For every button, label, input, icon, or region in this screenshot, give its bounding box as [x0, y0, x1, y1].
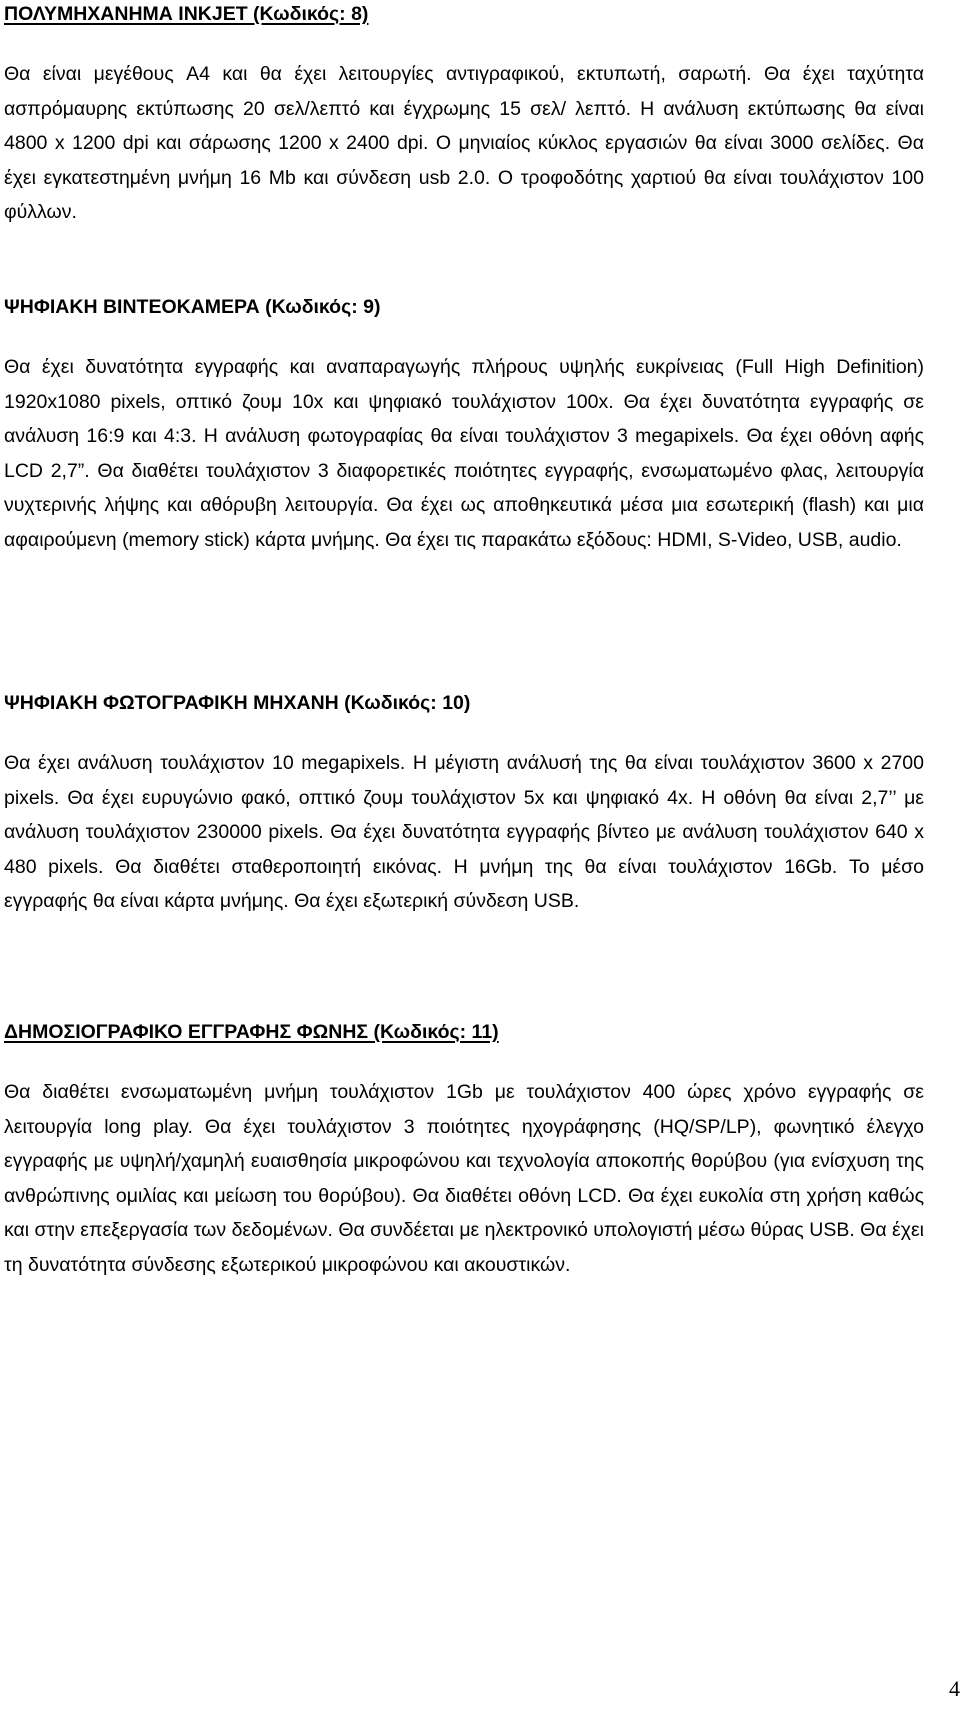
- section-heading: ΨΗΦΙΑΚΗ ΦΩΤΟΓΡΑΦΙΚΗ ΜΗΧΑΝΗ (Κωδικός: 10): [4, 692, 471, 714]
- section-heading: ΔΗΜΟΣΙΟΓΡΑΦΙΚΟ ΕΓΓΡΑΦΗΣ ΦΩΝΗΣ (Κωδικός: 11): [4, 1021, 499, 1043]
- section-voice-recorder: [4, 1020, 924, 1282]
- section-digital-photo-camera: [4, 691, 924, 919]
- section-digital-videocamera: [4, 295, 924, 557]
- section-paragraph: Θα διαθέτει ενσωματωμένη μνήμη τουλάχιστον 1Gb με τουλάχιστον 400 ώρες χρόνο εγγραφής σε λειτουργία long play. Θα έχει τουλάχιστον 3 ποιότητες ηχογράφησης (HQ/SP/LP), φωνητικό έλεγχο εγγραφής με υψηλή/χαμηλή ευαισθησία μικροφώνου και τεχνολογία αποκοπής θορύβου (για ενίσχυση της ανθρώπινης ομιλίας και μείωση του θορύβου). Θα διαθέτει οθόνη LCD. Θα έχει ευκολία στη χρήση καθώς και στην επεξεργασία των δεδομένων. Θα συνδέεται με ηλεκτρονικό υπολογιστή μέσω θύρας USB. Θα έχει τη δυνατότητα σύνδεσης εξωτερικού μικροφώνου και ακουστικών.: [4, 1081, 924, 1276]
- section-heading: ΨΗΦΙΑΚΗ ΒΙΝΤΕΟΚΑΜΕΡΑ (Κωδικός: 9): [4, 296, 381, 318]
- section-heading: ΠΟΛΥΜΗΧΑΝΗΜΑ INKJET (Κωδικός: 8): [4, 3, 369, 25]
- section-inkjet-multifunction: [4, 2, 924, 230]
- section-paragraph: Θα έχει ανάλυση τουλάχιστον 10 megapixels. Η μέγιστη ανάλυσή της θα είναι τουλάχιστον 3600 x 2700 pixels. Θα έχει ευρυγώνιο φακό, οπτικό ζουμ τουλάχιστον 5x και ψηφιακό 4x. Η οθόνη θα είναι 2,7’’ με ανάλυση τουλάχιστον 230000 pixels. Θα έχει δυνατότητα εγγραφής βίντεο με ανάλυση τουλάχιστον 640 x 480 pixels. Θα διαθέτει σταθεροποιητή εικόνας. Η μνήμη της θα είναι τουλάχιστον 16Gb. Το μέσο εγγραφής θα είναι κάρτα μνήμης. Θα έχει εξωτερική σύνδεση USB.: [4, 752, 924, 912]
- page-number: 4: [949, 1676, 960, 1701]
- section-paragraph: Θα είναι μεγέθους A4 και θα έχει λειτουργίες αντιγραφικού, εκτυπωτή, σαρωτή. Θα έχει ταχύτητα ασπρόμαυρης εκτύπωσης 20 σελ/λεπτό και έγχρωμης 15 σελ/ λεπτό. Η ανάλυση εκτύπωσης θα είναι 4800 x 1200 dpi και σάρωσης 1200 x 2400 dpi. Ο μηνιαίος κύκλος εργασιών θα είναι 3000 σελίδες. Θα έχει εγκατεστημένη μνήμη 16 Mb και σύνδεση usb 2.0. Ο τροφοδότης χαρτιού θα είναι τουλάχιστον 100 φύλλων.: [4, 63, 924, 223]
- section-paragraph: Θα έχει δυνατότητα εγγραφής και αναπαραγωγής πλήρους υψηλής ευκρίνειας (Full High Definition) 1920x1080 pixels, οπτικό ζουμ 10x και ψηφιακό τουλάχιστον 100x. Θα έχει δυνατότητα εγγραφής σε ανάλυση 16:9 και 4:3. Η ανάλυση φωτογραφίας θα είναι τουλάχιστον 3 megapixels. Θα έχει οθόνη αφής LCD 2,7”. Θα διαθέτει τουλάχιστον 3 διαφορετικές ποιότητες εγγραφής, ενσωματωμένο φλας, λειτουργία νυχτερινής λήψης και αθόρυβη λειτουργία. Θα έχει ως αποθηκευτικά μέσα μια εσωτερική (flash) και μια αφαιρούμενη (memory stick) κάρτα μνήμης. Θα έχει τις παρακάτω εξόδους: HDMI, S-Video, USB, audio.: [4, 356, 924, 551]
